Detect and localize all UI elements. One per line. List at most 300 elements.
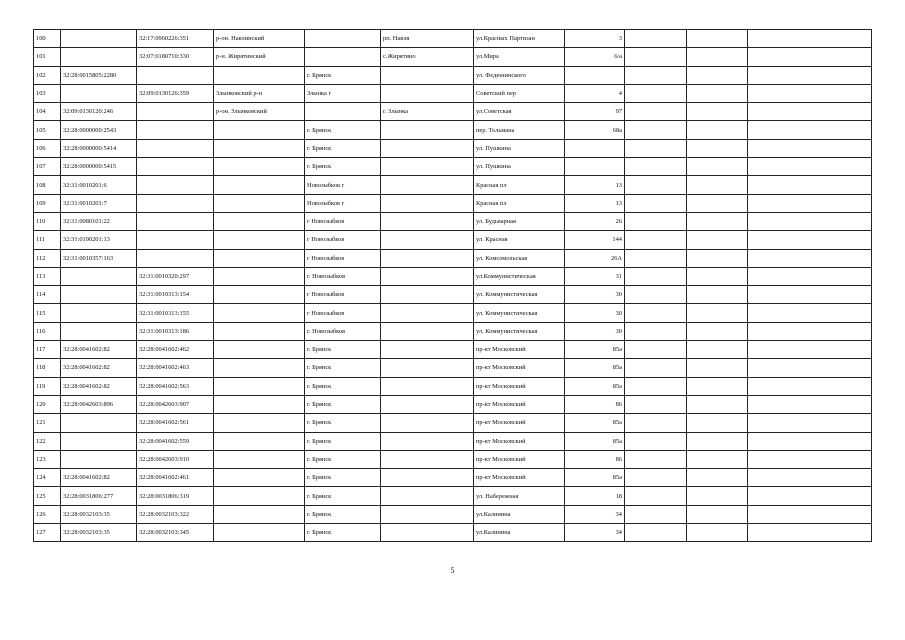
extra-cell-2 bbox=[687, 231, 748, 249]
district-cell bbox=[214, 505, 305, 523]
settlement-cell bbox=[381, 139, 474, 157]
extra-cell-2 bbox=[687, 84, 748, 102]
extra-cell-3 bbox=[748, 267, 872, 285]
city-cell: г Новозыбков bbox=[305, 286, 381, 304]
street-cell: пр-кт Московский bbox=[474, 359, 565, 377]
cadastral-number-cell: 32:28:0031806:277 bbox=[61, 487, 137, 505]
extra-cell-2 bbox=[687, 469, 748, 487]
district-cell: Злынковский р-н bbox=[214, 84, 305, 102]
cadastral-number-cell bbox=[61, 267, 137, 285]
cadastral-number-cell: 32:28:0041602:82 bbox=[61, 359, 137, 377]
settlement-cell: с.Жирятино bbox=[381, 48, 474, 66]
settlement-cell bbox=[381, 359, 474, 377]
city-cell: Новозыбков г bbox=[305, 176, 381, 194]
city-cell: Новозыбков г bbox=[305, 194, 381, 212]
district-cell bbox=[214, 322, 305, 340]
house-number-cell: 144 bbox=[565, 231, 625, 249]
settlement-cell bbox=[381, 249, 474, 267]
street-cell: ул. Федюнинского bbox=[474, 66, 565, 84]
extra-cell-2 bbox=[687, 121, 748, 139]
cadastral-number-cell: 32:28:0000000:2543 bbox=[61, 121, 137, 139]
settlement-cell bbox=[381, 524, 474, 542]
extra-cell-2 bbox=[687, 212, 748, 230]
table-row bbox=[34, 341, 872, 359]
city-cell: г. Брянск bbox=[305, 505, 381, 523]
district-cell bbox=[214, 286, 305, 304]
row-number-cell: 122 bbox=[34, 432, 61, 450]
house-number-cell: 13 bbox=[565, 194, 625, 212]
row-number-cell: 115 bbox=[34, 304, 61, 322]
row-number-cell: 104 bbox=[34, 103, 61, 121]
extra-cell-1 bbox=[625, 231, 687, 249]
extra-cell-2 bbox=[687, 450, 748, 468]
street-cell: пр-кт Московский bbox=[474, 414, 565, 432]
object-cadastral-cell: 32:28:0031806:319 bbox=[137, 487, 214, 505]
extra-cell-2 bbox=[687, 395, 748, 413]
settlement-cell bbox=[381, 414, 474, 432]
house-number-cell: 85а bbox=[565, 432, 625, 450]
cadastral-number-cell: 32:28:0042603:896 bbox=[61, 395, 137, 413]
extra-cell-1 bbox=[625, 103, 687, 121]
extra-cell-3 bbox=[748, 341, 872, 359]
property-registry-table bbox=[33, 29, 872, 542]
table-row bbox=[34, 176, 872, 194]
district-cell bbox=[214, 341, 305, 359]
row-number-cell: 102 bbox=[34, 66, 61, 84]
street-cell: пр-кт Московский bbox=[474, 432, 565, 450]
district-cell bbox=[214, 395, 305, 413]
street-cell: пр-кт Московский bbox=[474, 469, 565, 487]
district-cell bbox=[214, 194, 305, 212]
extra-cell-3 bbox=[748, 304, 872, 322]
street-cell: Красная пл bbox=[474, 194, 565, 212]
settlement-cell bbox=[381, 341, 474, 359]
row-number-cell: 124 bbox=[34, 469, 61, 487]
settlement-cell bbox=[381, 212, 474, 230]
house-number-cell bbox=[565, 139, 625, 157]
object-cadastral-cell: 32:28:0042603:910 bbox=[137, 450, 214, 468]
district-cell bbox=[214, 432, 305, 450]
house-number-cell bbox=[565, 66, 625, 84]
row-number-cell: 117 bbox=[34, 341, 61, 359]
object-cadastral-cell: 32:28:0032103:345 bbox=[137, 524, 214, 542]
extra-cell-3 bbox=[748, 194, 872, 212]
city-cell: г Новозыбков bbox=[305, 304, 381, 322]
extra-cell-1 bbox=[625, 469, 687, 487]
extra-cell-2 bbox=[687, 194, 748, 212]
cadastral-number-cell: 32:28:0041602:82 bbox=[61, 469, 137, 487]
city-cell: г. Брянск bbox=[305, 414, 381, 432]
row-number-cell: 109 bbox=[34, 194, 61, 212]
extra-cell-1 bbox=[625, 505, 687, 523]
cadastral-number-cell bbox=[61, 84, 137, 102]
city-cell: г. Брянск bbox=[305, 469, 381, 487]
cadastral-number-cell: 32:28:0000000:5414 bbox=[61, 139, 137, 157]
street-cell: Советский пер bbox=[474, 84, 565, 102]
district-cell: р-н. Жирятинский bbox=[214, 48, 305, 66]
street-cell: ул. Коммунистическая bbox=[474, 322, 565, 340]
extra-cell-1 bbox=[625, 450, 687, 468]
cadastral-number-cell bbox=[61, 30, 137, 48]
row-number-cell: 121 bbox=[34, 414, 61, 432]
object-cadastral-cell bbox=[137, 212, 214, 230]
house-number-cell: 30 bbox=[565, 322, 625, 340]
settlement-cell bbox=[381, 84, 474, 102]
house-number-cell: 86 bbox=[565, 450, 625, 468]
district-cell bbox=[214, 469, 305, 487]
district-cell bbox=[214, 450, 305, 468]
cadastral-number-cell bbox=[61, 322, 137, 340]
cadastral-number-cell: 32:28:0000000:5415 bbox=[61, 158, 137, 176]
house-number-cell: 34 bbox=[565, 524, 625, 542]
cadastral-number-cell: 32:31:0080101:22 bbox=[61, 212, 137, 230]
cadastral-number-cell: 32:28:0041602:82 bbox=[61, 377, 137, 395]
extra-cell-1 bbox=[625, 341, 687, 359]
object-cadastral-cell: 32:17:0960226:351 bbox=[137, 30, 214, 48]
table-row bbox=[34, 505, 872, 523]
object-cadastral-cell bbox=[137, 158, 214, 176]
extra-cell-3 bbox=[748, 249, 872, 267]
extra-cell-3 bbox=[748, 231, 872, 249]
district-cell bbox=[214, 176, 305, 194]
city-cell: г. Брянск bbox=[305, 359, 381, 377]
object-cadastral-cell: 32:31:0010313:186 bbox=[137, 322, 214, 340]
street-cell: ул. Будьварная bbox=[474, 212, 565, 230]
extra-cell-1 bbox=[625, 524, 687, 542]
cadastral-number-cell: 32:31:0010201:7 bbox=[61, 194, 137, 212]
extra-cell-2 bbox=[687, 48, 748, 66]
table-row bbox=[34, 48, 872, 66]
table-row bbox=[34, 158, 872, 176]
house-number-cell: 3 bbox=[565, 30, 625, 48]
extra-cell-2 bbox=[687, 432, 748, 450]
object-cadastral-cell: 32:09:0130126:359 bbox=[137, 84, 214, 102]
house-number-cell: 30 bbox=[565, 286, 625, 304]
house-number-cell: 30 bbox=[565, 304, 625, 322]
house-number-cell: 31 bbox=[565, 267, 625, 285]
house-number-cell bbox=[565, 158, 625, 176]
district-cell bbox=[214, 66, 305, 84]
extra-cell-3 bbox=[748, 377, 872, 395]
table-row bbox=[34, 286, 872, 304]
extra-cell-2 bbox=[687, 322, 748, 340]
house-number-cell: 68а bbox=[565, 121, 625, 139]
extra-cell-3 bbox=[748, 48, 872, 66]
street-cell: ул. Комсомольская bbox=[474, 249, 565, 267]
cadastral-number-cell bbox=[61, 48, 137, 66]
row-number-cell: 119 bbox=[34, 377, 61, 395]
table-row bbox=[34, 432, 872, 450]
object-cadastral-cell: 32:28:0041602:463 bbox=[137, 359, 214, 377]
street-cell: ул. Коммунистическая bbox=[474, 304, 565, 322]
cadastral-number-cell bbox=[61, 304, 137, 322]
extra-cell-3 bbox=[748, 121, 872, 139]
house-number-cell: 85а bbox=[565, 469, 625, 487]
table-body bbox=[34, 30, 872, 542]
object-cadastral-cell: 32:28:0041602:561 bbox=[137, 414, 214, 432]
city-cell: г. Брянск bbox=[305, 341, 381, 359]
cadastral-number-cell: 32:31:0010357:163 bbox=[61, 249, 137, 267]
extra-cell-1 bbox=[625, 395, 687, 413]
cadastral-number-cell bbox=[61, 450, 137, 468]
extra-cell-3 bbox=[748, 158, 872, 176]
extra-cell-2 bbox=[687, 359, 748, 377]
extra-cell-2 bbox=[687, 487, 748, 505]
district-cell bbox=[214, 377, 305, 395]
object-cadastral-cell bbox=[137, 66, 214, 84]
object-cadastral-cell: 32:28:0041602:559 bbox=[137, 432, 214, 450]
district-cell bbox=[214, 524, 305, 542]
house-number-cell: 26 bbox=[565, 212, 625, 230]
cadastral-number-cell bbox=[61, 414, 137, 432]
settlement-cell bbox=[381, 231, 474, 249]
street-cell: пр-кт Московский bbox=[474, 377, 565, 395]
extra-cell-3 bbox=[748, 524, 872, 542]
object-cadastral-cell bbox=[137, 176, 214, 194]
city-cell bbox=[305, 30, 381, 48]
table-row bbox=[34, 121, 872, 139]
extra-cell-2 bbox=[687, 158, 748, 176]
object-cadastral-cell: 32:28:0041602:462 bbox=[137, 341, 214, 359]
settlement-cell bbox=[381, 450, 474, 468]
row-number-cell: 113 bbox=[34, 267, 61, 285]
extra-cell-2 bbox=[687, 249, 748, 267]
house-number-cell: 18 bbox=[565, 487, 625, 505]
extra-cell-3 bbox=[748, 322, 872, 340]
city-cell: г. Брянск bbox=[305, 432, 381, 450]
object-cadastral-cell: 32:28:0042603:907 bbox=[137, 395, 214, 413]
row-number-cell: 111 bbox=[34, 231, 61, 249]
house-number-cell: 6/а bbox=[565, 48, 625, 66]
table-row bbox=[34, 304, 872, 322]
extra-cell-2 bbox=[687, 267, 748, 285]
city-cell: г. Брянск bbox=[305, 66, 381, 84]
city-cell: г Новозыбков bbox=[305, 231, 381, 249]
house-number-cell: 26А bbox=[565, 249, 625, 267]
settlement-cell: г. Злынка bbox=[381, 103, 474, 121]
street-cell: ул. Красная bbox=[474, 231, 565, 249]
extra-cell-1 bbox=[625, 176, 687, 194]
city-cell: Злынка г bbox=[305, 84, 381, 102]
extra-cell-1 bbox=[625, 121, 687, 139]
settlement-cell bbox=[381, 267, 474, 285]
city-cell: г. Брянск bbox=[305, 121, 381, 139]
city-cell: г. Брянск bbox=[305, 487, 381, 505]
object-cadastral-cell bbox=[137, 231, 214, 249]
settlement-cell bbox=[381, 286, 474, 304]
settlement-cell bbox=[381, 322, 474, 340]
city-cell: г. Брянск bbox=[305, 450, 381, 468]
house-number-cell: 86 bbox=[565, 395, 625, 413]
district-cell bbox=[214, 487, 305, 505]
object-cadastral-cell: 32:28:0041602:563 bbox=[137, 377, 214, 395]
extra-cell-2 bbox=[687, 66, 748, 84]
street-cell: ул. Пушкина bbox=[474, 158, 565, 176]
street-cell: ул.Коммунистическая bbox=[474, 267, 565, 285]
city-cell: г Новозыбков bbox=[305, 249, 381, 267]
street-cell: Красная пл bbox=[474, 176, 565, 194]
table-row bbox=[34, 524, 872, 542]
table-row bbox=[34, 30, 872, 48]
extra-cell-1 bbox=[625, 432, 687, 450]
object-cadastral-cell bbox=[137, 103, 214, 121]
settlement-cell bbox=[381, 505, 474, 523]
extra-cell-2 bbox=[687, 505, 748, 523]
row-number-cell: 120 bbox=[34, 395, 61, 413]
object-cadastral-cell bbox=[137, 194, 214, 212]
street-cell: пр-кт Московский bbox=[474, 450, 565, 468]
object-cadastral-cell: 32:31:0010313:154 bbox=[137, 286, 214, 304]
street-cell: ул. Пушкина bbox=[474, 139, 565, 157]
city-cell bbox=[305, 103, 381, 121]
street-cell: ул.Калинина bbox=[474, 524, 565, 542]
extra-cell-1 bbox=[625, 359, 687, 377]
settlement-cell bbox=[381, 158, 474, 176]
table-row bbox=[34, 231, 872, 249]
extra-cell-1 bbox=[625, 304, 687, 322]
extra-cell-3 bbox=[748, 139, 872, 157]
extra-cell-3 bbox=[748, 176, 872, 194]
settlement-cell bbox=[381, 121, 474, 139]
extra-cell-2 bbox=[687, 341, 748, 359]
settlement-cell bbox=[381, 432, 474, 450]
extra-cell-2 bbox=[687, 377, 748, 395]
house-number-cell: 13 bbox=[565, 176, 625, 194]
house-number-cell: 85а bbox=[565, 341, 625, 359]
extra-cell-1 bbox=[625, 158, 687, 176]
extra-cell-1 bbox=[625, 84, 687, 102]
city-cell: г. Брянск bbox=[305, 158, 381, 176]
district-cell bbox=[214, 359, 305, 377]
row-number-cell: 127 bbox=[34, 524, 61, 542]
row-number-cell: 112 bbox=[34, 249, 61, 267]
district-cell bbox=[214, 267, 305, 285]
extra-cell-2 bbox=[687, 30, 748, 48]
extra-cell-2 bbox=[687, 103, 748, 121]
table-row bbox=[34, 249, 872, 267]
street-cell: ул. Коммунистическая bbox=[474, 286, 565, 304]
extra-cell-3 bbox=[748, 84, 872, 102]
table-row bbox=[34, 487, 872, 505]
cadastral-number-cell: 32:28:0032103:35 bbox=[61, 524, 137, 542]
city-cell: г. Брянск bbox=[305, 524, 381, 542]
district-cell bbox=[214, 414, 305, 432]
district-cell bbox=[214, 158, 305, 176]
extra-cell-1 bbox=[625, 487, 687, 505]
extra-cell-3 bbox=[748, 450, 872, 468]
district-cell bbox=[214, 139, 305, 157]
object-cadastral-cell: 32:31:0010313:155 bbox=[137, 304, 214, 322]
extra-cell-3 bbox=[748, 469, 872, 487]
extra-cell-3 bbox=[748, 30, 872, 48]
extra-cell-3 bbox=[748, 487, 872, 505]
object-cadastral-cell bbox=[137, 139, 214, 157]
settlement-cell bbox=[381, 469, 474, 487]
district-cell: р-он. Навлинский bbox=[214, 30, 305, 48]
district-cell bbox=[214, 212, 305, 230]
city-cell: г. Новозыбков bbox=[305, 322, 381, 340]
table-row bbox=[34, 139, 872, 157]
cadastral-number-cell: 32:31:0010201:6 bbox=[61, 176, 137, 194]
object-cadastral-cell bbox=[137, 249, 214, 267]
extra-cell-3 bbox=[748, 66, 872, 84]
row-number-cell: 108 bbox=[34, 176, 61, 194]
settlement-cell bbox=[381, 377, 474, 395]
extra-cell-2 bbox=[687, 139, 748, 157]
extra-cell-3 bbox=[748, 432, 872, 450]
district-cell bbox=[214, 231, 305, 249]
extra-cell-3 bbox=[748, 359, 872, 377]
street-cell: ул.Калинина bbox=[474, 505, 565, 523]
street-cell: ул.Мира bbox=[474, 48, 565, 66]
table-row bbox=[34, 103, 872, 121]
street-cell: ул. Набережная bbox=[474, 487, 565, 505]
extra-cell-1 bbox=[625, 48, 687, 66]
object-cadastral-cell: 32:31:0010320:297 bbox=[137, 267, 214, 285]
extra-cell-1 bbox=[625, 194, 687, 212]
table-row bbox=[34, 194, 872, 212]
house-number-cell: 97 bbox=[565, 103, 625, 121]
cadastral-number-cell bbox=[61, 286, 137, 304]
extra-cell-3 bbox=[748, 212, 872, 230]
cadastral-number-cell: 32:28:0041602:82 bbox=[61, 341, 137, 359]
cadastral-number-cell: 32:31:0190201:13 bbox=[61, 231, 137, 249]
row-number-cell: 118 bbox=[34, 359, 61, 377]
cadastral-number-cell bbox=[61, 432, 137, 450]
settlement-cell: рп. Навля bbox=[381, 30, 474, 48]
table-row bbox=[34, 84, 872, 102]
city-cell: г. Брянск bbox=[305, 395, 381, 413]
extra-cell-1 bbox=[625, 212, 687, 230]
table-row bbox=[34, 450, 872, 468]
street-cell: пр-кт Московский bbox=[474, 341, 565, 359]
extra-cell-1 bbox=[625, 286, 687, 304]
cadastral-number-cell: 32:28:0032103:35 bbox=[61, 505, 137, 523]
street-cell: пер. Тельмана bbox=[474, 121, 565, 139]
extra-cell-3 bbox=[748, 414, 872, 432]
extra-cell-1 bbox=[625, 267, 687, 285]
extra-cell-1 bbox=[625, 322, 687, 340]
extra-cell-1 bbox=[625, 66, 687, 84]
row-number-cell: 125 bbox=[34, 487, 61, 505]
settlement-cell bbox=[381, 395, 474, 413]
row-number-cell: 100 bbox=[34, 30, 61, 48]
city-cell bbox=[305, 48, 381, 66]
district-cell bbox=[214, 249, 305, 267]
district-cell bbox=[214, 304, 305, 322]
city-cell: г. Брянск bbox=[305, 377, 381, 395]
house-number-cell: 4 bbox=[565, 84, 625, 102]
row-number-cell: 123 bbox=[34, 450, 61, 468]
district-cell bbox=[214, 121, 305, 139]
cadastral-number-cell: 32:28:0015805:2280 bbox=[61, 66, 137, 84]
page-number: 5 bbox=[450, 566, 455, 575]
street-cell: ул.Красных Партизан bbox=[474, 30, 565, 48]
district-cell: р-он. Злынковский bbox=[214, 103, 305, 121]
table-row bbox=[34, 322, 872, 340]
row-number-cell: 106 bbox=[34, 139, 61, 157]
object-cadastral-cell: 32:07:0180710:330 bbox=[137, 48, 214, 66]
table-row bbox=[34, 377, 872, 395]
extra-cell-3 bbox=[748, 286, 872, 304]
street-cell: пр-кт Московский bbox=[474, 395, 565, 413]
house-number-cell: 34 bbox=[565, 505, 625, 523]
extra-cell-1 bbox=[625, 414, 687, 432]
city-cell: г. Брянск bbox=[305, 139, 381, 157]
settlement-cell bbox=[381, 66, 474, 84]
row-number-cell: 105 bbox=[34, 121, 61, 139]
table-row bbox=[34, 395, 872, 413]
